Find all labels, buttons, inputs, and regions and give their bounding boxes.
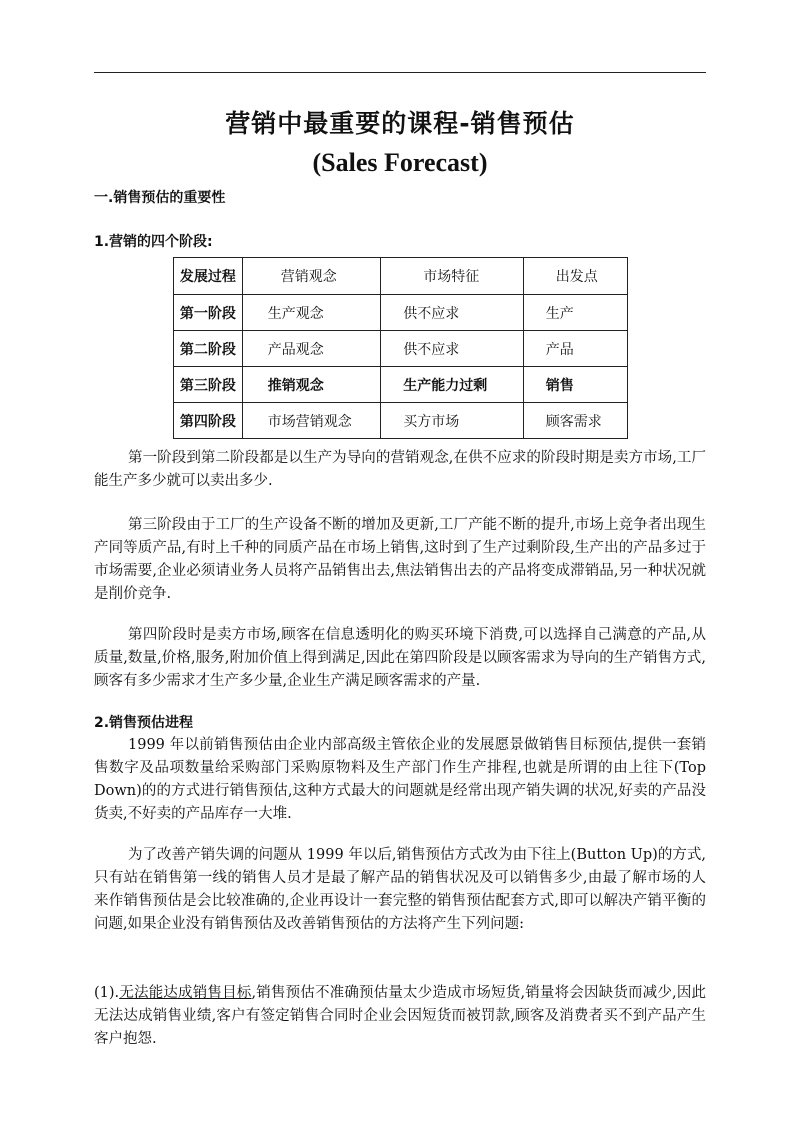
table-cell: 买方市场 <box>381 403 524 439</box>
paragraph: 第四阶段时是卖方市场,顾客在信息透明化的购买环境下消费,可以选择自己满意的产品,从质量,数量,价格,服务,附加价值上得到满足,因此在第四阶段是以顾客需求为导向的生产销售方式,顾客有多少需求才生产多少量,企业生产满足顾客需求的产量. <box>94 627 706 689</box>
paragraph <box>94 982 706 1051</box>
paragraph: 第一阶段到第二阶段都是以生产为导向的营销观念,在供不应求的阶段时期是卖方市场,工厂能生产多少就可以卖出多少. <box>94 450 706 489</box>
table-cell: 第一阶段 <box>174 295 243 331</box>
table-row <box>174 295 628 331</box>
table-header-cell: 营销观念 <box>242 258 381 295</box>
document-title: 营销中最重要的课程-销售预估 <box>225 109 575 138</box>
table-cell: 生产观念 <box>242 295 381 331</box>
table-cell: 市场营销观念 <box>242 403 381 439</box>
list-marker: (1). <box>94 985 120 1001</box>
table-cell: 产品 <box>523 331 627 367</box>
paragraph: 第三阶段由于工厂的生产设备不断的增加及更新,工厂产能不断的提升,市场上竞争者出现生产同等质产品,有时上千种的同质产品在市场上销售,这时到了生产过剩阶段,生产出的产品多过于市场需要,企业必须请业务人员将产品销售出去,焦法销售出去的产品将变成滞销品,另一种状况就是削价竞争. <box>94 517 706 602</box>
table-cell: 第三阶段 <box>174 367 243 403</box>
underlined-phrase: 无法能达成销售目标 <box>119 985 252 1001</box>
table-cell: 第二阶段 <box>174 331 243 367</box>
table-cell: 生产能力过剩 <box>381 367 524 403</box>
document-subtitle: (Sales Forecast) <box>312 148 488 177</box>
table-header-cell: 发展过程 <box>174 258 243 295</box>
table-cell: 生产 <box>523 295 627 331</box>
table-cell: 供不应求 <box>381 295 524 331</box>
paragraph-text: ,销售预估不准确预估量太少造成市场短货,销量将会因缺货而减少,因此无法达成销售业绩,客户有签定销售合同时企业会因短货而被罚款,顾客及消费者买不到产品产生客户抱怨. <box>94 985 707 1047</box>
top-rule <box>94 72 706 73</box>
table-header-cell: 市场特征 <box>381 258 524 295</box>
table-cell: 第四阶段 <box>174 403 243 439</box>
table-header-row <box>174 258 628 295</box>
table-row <box>174 367 628 403</box>
paragraph: 为了改善产销失调的问题从 1999 年以后,销售预估方式改为由下往上(Button Up)的方式,只有站在销售第一线的销售人员才是最了解产品的销售状况及可以销售多少,由最了解市场的人来作销售预估是会比较准确的,企业再设计一套完整的销售预估配套方式,即可以解决产销平衡的问题,如果企业没有销售预估及改善销售预估的方法将产生下列问题: <box>94 847 706 932</box>
table-row <box>174 331 628 367</box>
table-cell: 供不应求 <box>381 331 524 367</box>
paragraph: 1999 年以前销售预估由企业内部高级主管依企业的发展愿景做销售目标预估,提供一套销售数字及品项数量给采购部门采购原物料及生产部门作生产排程,也就是所谓的由上往下(Top Down)的的方式进行销售预估,这种方式最大的问题就是经常出现产销失调的状况,好卖的产品没货卖,不好卖的产品库存一大堆. <box>94 737 706 822</box>
table-cell: 推销观念 <box>242 367 381 403</box>
table-header-cell: 出发点 <box>523 258 627 295</box>
table-cell: 销售 <box>523 367 627 403</box>
table-cell: 顾客需求 <box>523 403 627 439</box>
marketing-stages-table <box>173 257 628 439</box>
table-row <box>174 403 628 439</box>
subsection-heading: 2.销售预估进程 <box>94 715 194 731</box>
table-cell: 产品观念 <box>242 331 381 367</box>
subsection-heading: 1.营销的四个阶段: <box>94 234 213 250</box>
section-heading: 一.销售预估的重要性 <box>94 190 226 206</box>
